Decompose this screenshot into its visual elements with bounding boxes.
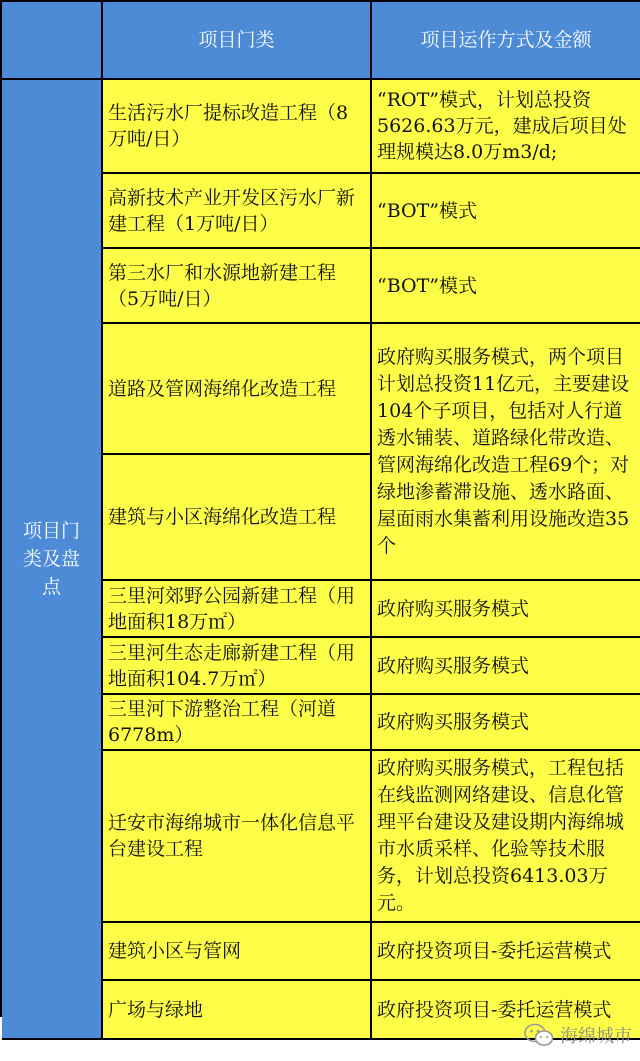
table-row-mode [372, 174, 640, 249]
project-name: 建筑与小区海绵化改造工程 [108, 506, 337, 528]
table-row-mode [372, 923, 640, 981]
table-row-name [103, 581, 372, 638]
side-label [2, 80, 103, 1040]
table-row-mode [372, 751, 640, 923]
table-row-name [103, 174, 372, 249]
project-mode: 政府购买服务模式 [377, 597, 530, 620]
table-row-name [103, 324, 372, 455]
table-row-mode [372, 581, 640, 638]
project-mode: 政府投资项目-委托运营模式 [377, 940, 612, 962]
project-name: 第三水厂和水源地新建工程（5万吨/日） [108, 261, 337, 310]
project-mode: “ROT”模式，计划总投资5626.63万元，建成后项目处理规模达8.0万m3/d; [377, 89, 627, 163]
header-project-category [103, 2, 372, 80]
project-name: 三里河下游整治工程（河道6778m） [108, 698, 337, 746]
table-row-name [103, 981, 372, 1040]
project-mode: “BOT”模式 [377, 274, 477, 297]
table-row-mode [372, 324, 640, 581]
project-name: 迁安市海绵城市一体化信息平台建设工程 [108, 812, 356, 860]
project-name: 广场与绿地 [108, 998, 204, 1021]
table-row-name [103, 695, 372, 751]
wechat-icon [524, 1023, 554, 1047]
project-name: 高新技术产业开发区污水厂新建工程（1万吨/日） [108, 186, 356, 235]
watermark [524, 1020, 632, 1050]
project-mode: 政府购买服务模式 [377, 654, 530, 677]
project-mode: “BOT”模式 [377, 199, 477, 222]
table-row-mode [372, 80, 640, 174]
project-mode: 政府投资项目-委托运营模式 [377, 998, 612, 1021]
table-row-name [103, 638, 372, 695]
table-row-name [103, 455, 372, 581]
table-row-name [103, 80, 372, 174]
table-row-mode [372, 695, 640, 751]
side-label-text: 项目门类及盘点 [22, 520, 80, 598]
watermark-text: 海绵城市 [560, 1026, 632, 1047]
table-row-name [103, 751, 372, 923]
table-row-mode [372, 249, 640, 324]
table-row-name [103, 249, 372, 324]
project-name: 三里河生态走廊新建工程（用地面积104.7万㎡） [108, 641, 356, 690]
project-name: 建筑小区与管网 [108, 940, 242, 962]
project-name: 生活污水厂提标改造工程（8万吨/日） [108, 102, 349, 150]
header-operation-mode-label: 项目运作方式及金额 [420, 29, 592, 51]
project-name: 三里河郊野公园新建工程（用地面积18万㎡） [108, 584, 356, 633]
project-mode: 政府购买服务模式 [377, 711, 530, 733]
header-corner [2, 2, 103, 80]
header-operation-mode [372, 2, 640, 80]
table-row-mode [372, 638, 640, 695]
project-mode: 政府购买服务模式，工程包括在线监测网络建设、信息化管理平台建设及建设期内海绵城市水质采样、化验等技术服务，计划总投资6413.03万元。 [377, 757, 625, 914]
project-mode: 政府购买服务模式，两个项目计划总投资11亿元，主要建设104个子项目，包括对人行道透水铺装、道路绿化带改造、管网海绵化改造工程69个；对绿地渗蓄滞设施、透水路面、屋面雨水集蓄利用设施改造35个 [377, 345, 630, 557]
project-name: 道路及管网海绵化改造工程 [108, 377, 337, 400]
header-project-category-label: 项目门类 [198, 29, 275, 51]
table-row-name [103, 923, 372, 981]
